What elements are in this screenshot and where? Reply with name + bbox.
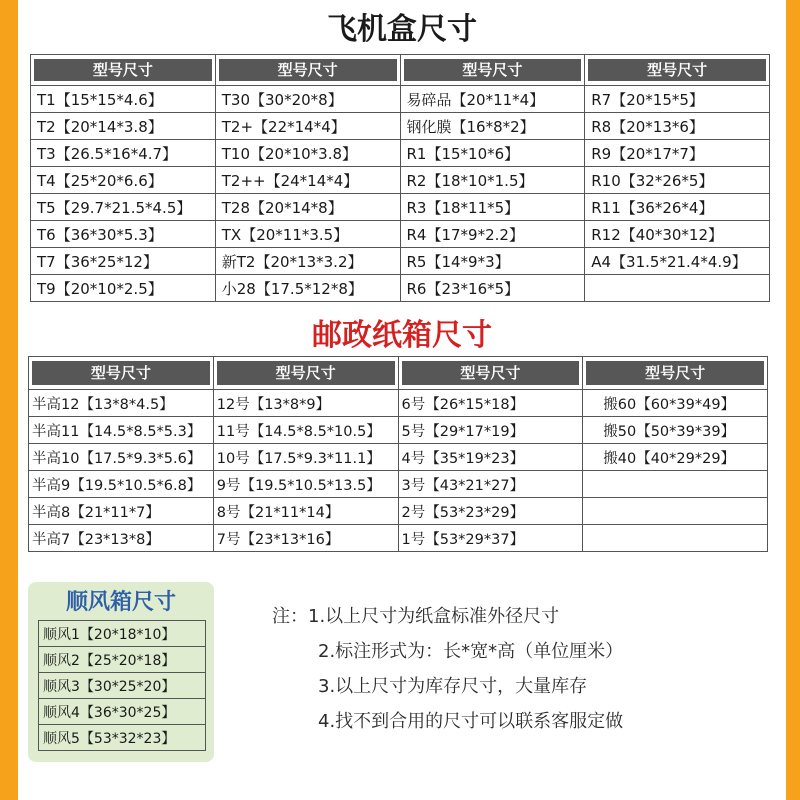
column-header: 型号尺寸 xyxy=(29,357,214,390)
table-cell: 2号【53*23*29】 xyxy=(398,498,583,525)
table-cell: T1【15*15*4.6】 xyxy=(31,86,216,113)
table-cell: R3【18*11*5】 xyxy=(400,194,585,221)
airplane-box-table xyxy=(30,54,770,302)
table-cell: 12号【13*8*9】 xyxy=(213,390,398,417)
table-cell: T3【26.5*16*4.7】 xyxy=(31,140,216,167)
table-row xyxy=(31,140,770,167)
table-cell xyxy=(583,525,768,552)
note-line: 4.找不到合用的尺寸可以联系客服定做 xyxy=(318,711,624,732)
table-row xyxy=(31,113,770,140)
table-cell: R11【36*26*4】 xyxy=(585,194,770,221)
table-cell: T6【36*30*5.3】 xyxy=(31,221,216,248)
table-cell: R5【14*9*3】 xyxy=(400,248,585,275)
table-row xyxy=(39,673,206,699)
table-cell: 6号【26*15*18】 xyxy=(398,390,583,417)
table-cell: R4【17*9*2.2】 xyxy=(400,221,585,248)
table-cell xyxy=(583,498,768,525)
table-cell: T4【25*20*6.6】 xyxy=(31,167,216,194)
table-cell: 新T2【20*13*3.2】 xyxy=(215,248,400,275)
table-cell: T28【20*14*8】 xyxy=(215,194,400,221)
table-row xyxy=(31,248,770,275)
table-cell: 10号【17.5*9.3*11.1】 xyxy=(213,444,398,471)
table-cell: 顺风2【25*20*18】 xyxy=(39,647,206,673)
table-cell: 搬60【60*39*49】 xyxy=(583,390,768,417)
column-header: 型号尺寸 xyxy=(400,55,585,86)
table-cell: 顺风1【20*18*10】 xyxy=(39,621,206,647)
table-cell: 7号【23*13*16】 xyxy=(213,525,398,552)
note-line: 3.以上尺寸为库存尺寸，大量库存 xyxy=(318,676,588,697)
table-row xyxy=(39,621,206,647)
table-cell: TX【20*11*3.5】 xyxy=(215,221,400,248)
table-cell: T2【20*14*3.8】 xyxy=(31,113,216,140)
shunfeng-panel xyxy=(28,582,214,762)
table-cell: R12【40*30*12】 xyxy=(585,221,770,248)
column-header: 型号尺寸 xyxy=(213,357,398,390)
table-cell: 半高7【23*13*8】 xyxy=(29,525,214,552)
table-cell: 小28【17.5*12*8】 xyxy=(215,275,400,302)
table-row xyxy=(29,471,768,498)
table-cell: A4【31.5*21.4*4.9】 xyxy=(585,248,770,275)
shunfeng-box-table xyxy=(38,620,206,751)
table-cell: 4号【35*19*23】 xyxy=(398,444,583,471)
table-row xyxy=(29,417,768,444)
table-cell: R2【18*10*1.5】 xyxy=(400,167,585,194)
table-cell: T2+【22*14*4】 xyxy=(215,113,400,140)
airplane-box-title: 飞机盒尺寸 xyxy=(327,12,477,47)
table-cell: 半高8【21*11*7】 xyxy=(29,498,214,525)
table-cell: 9号【19.5*10.5*13.5】 xyxy=(213,471,398,498)
table-cell: R8【20*13*6】 xyxy=(585,113,770,140)
table-cell: 顺风3【30*25*20】 xyxy=(39,673,206,699)
table-row xyxy=(29,525,768,552)
table-cell: T2++【24*14*4】 xyxy=(215,167,400,194)
table-cell: 易碎品【20*11*4】 xyxy=(400,86,585,113)
column-header: 型号尺寸 xyxy=(583,357,768,390)
table-cell: T7【36*25*12】 xyxy=(31,248,216,275)
table-cell: 顺风5【53*32*23】 xyxy=(39,725,206,751)
table-cell xyxy=(585,275,770,302)
table-cell: 半高10【17.5*9.3*5.6】 xyxy=(29,444,214,471)
table-row xyxy=(39,699,206,725)
table-cell: 5号【29*17*19】 xyxy=(398,417,583,444)
table-row xyxy=(29,444,768,471)
table-row xyxy=(39,725,206,751)
table-cell: 搬50【50*39*39】 xyxy=(583,417,768,444)
table-cell: 钢化膜【16*8*2】 xyxy=(400,113,585,140)
table-row xyxy=(31,86,770,113)
table-cell: T9【20*10*2.5】 xyxy=(31,275,216,302)
table-row xyxy=(29,498,768,525)
table-row xyxy=(31,221,770,248)
table-cell: R9【20*17*7】 xyxy=(585,140,770,167)
table-cell: R1【15*10*6】 xyxy=(400,140,585,167)
note-line: 2.标注形式为：长*宽*高（单位厘米） xyxy=(318,641,624,662)
table-cell: 11号【14.5*8.5*10.5】 xyxy=(213,417,398,444)
column-header: 型号尺寸 xyxy=(585,55,770,86)
table-header-row xyxy=(31,55,770,86)
table-cell: 半高9【19.5*10.5*6.8】 xyxy=(29,471,214,498)
table-cell: T30【30*20*8】 xyxy=(215,86,400,113)
note-text: 1.以上尺寸为纸盒标准外径尺寸 xyxy=(308,606,560,627)
table-cell: 3号【43*21*27】 xyxy=(398,471,583,498)
note-line xyxy=(272,604,772,639)
notes-block xyxy=(272,604,772,744)
table-cell: R7【20*15*5】 xyxy=(585,86,770,113)
table-cell: T10【20*10*3.8】 xyxy=(215,140,400,167)
table-cell: T5【29.7*21.5*4.5】 xyxy=(31,194,216,221)
table-row xyxy=(31,167,770,194)
table-cell: 1号【53*29*37】 xyxy=(398,525,583,552)
notes-prefix: 注： xyxy=(272,606,308,627)
table-cell: R6【23*16*5】 xyxy=(400,275,585,302)
column-header: 型号尺寸 xyxy=(31,55,216,86)
postal-box-title: 邮政纸箱尺寸 xyxy=(312,318,492,353)
table-row xyxy=(31,275,770,302)
table-cell xyxy=(583,471,768,498)
table-row xyxy=(39,647,206,673)
postal-box-table xyxy=(28,356,768,552)
table-row xyxy=(29,390,768,417)
table-cell: R10【32*26*5】 xyxy=(585,167,770,194)
table-cell: 顺风4【36*30*25】 xyxy=(39,699,206,725)
table-cell: 搬40【40*29*29】 xyxy=(583,444,768,471)
table-row xyxy=(31,194,770,221)
column-header: 型号尺寸 xyxy=(215,55,400,86)
shunfeng-box-title: 顺风箱尺寸 xyxy=(65,589,176,615)
table-cell: 半高11【14.5*8.5*5.3】 xyxy=(29,417,214,444)
table-cell: 半高12【13*8*4.5】 xyxy=(29,390,214,417)
table-cell: 8号【21*11*14】 xyxy=(213,498,398,525)
column-header: 型号尺寸 xyxy=(398,357,583,390)
table-header-row xyxy=(29,357,768,390)
